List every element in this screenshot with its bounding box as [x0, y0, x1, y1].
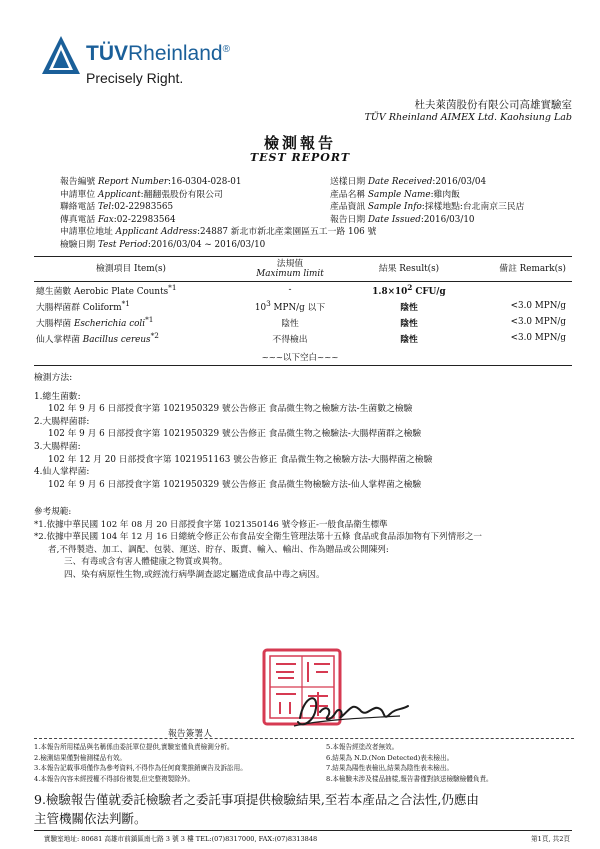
table-row: 大腸桿菌群 Coliform$^{*1}$ $10^3$ MPN/g 以下 陰性 <3.0 MPN/g	[36, 299, 566, 313]
note-9: 9.檢驗報告僅就委託檢驗者之委託事項提供檢驗結果,至若本產品之合法性,仍應由 主管機關依法判斷。	[34, 792, 479, 826]
info-date-issued: 報告日期 Date Issued:2016/03/10	[330, 214, 475, 225]
note-item: 2.檢測結果僅對檢測樣品有效。	[34, 753, 127, 762]
reference-item: *1.依據中華民國 102 年 08 月 20 日部授食字第 1021350146 號令修正-一般食品衛生標準	[34, 519, 388, 530]
reference-item: 三、有毒或含有害人體健康之物質或異物。	[64, 557, 228, 568]
logo-tagline: Precisely Right.	[86, 70, 184, 86]
info-sample-name: 產品名稱 Sample Name:雞肉飯	[330, 189, 460, 200]
note-item: 5.本報告經塗改者無效。	[326, 743, 399, 751]
table-row: 總生菌數 Aerobic Plate Counts$^{*1}$ - $1.8\times 10^2$ CFU/g	[36, 283, 446, 297]
reference-item: 四、染有病原性生物,或經流行病學調查認定屬造成食品中毒之病因。	[64, 569, 325, 580]
method-name: 4.仙人掌桿菌:	[34, 467, 90, 478]
references-title: 參考規範:	[34, 507, 72, 517]
method-name: 3.大腸桿菌:	[34, 441, 81, 452]
note-item: 3.本報告記載事項僅作為參考資料,不得作為任何商業推銷廣告及訴訟用。	[34, 764, 247, 772]
results-table	[34, 256, 572, 346]
notes-right	[326, 742, 493, 784]
note-item: 8.本檢驗未涉及樣品抽樣,報告書僅對該送檢驗檢體負責。	[326, 774, 493, 783]
method-name: 2.大腸桿菌群:	[34, 416, 90, 427]
references-section	[34, 506, 482, 582]
divider	[34, 738, 574, 739]
info-left	[60, 176, 242, 226]
col-item: 檢測項目 Item(s)	[34, 257, 228, 282]
note-item: 6.結果為 N.D.(Non Detected)表未檢出。	[326, 753, 454, 762]
info-report-number: 報告編號 Report Number:16-0304-028-01	[60, 177, 242, 187]
note-item: 1.本報告所用樣品與名稱係由委託單位提供,實驗室僅負責檢測分析。	[34, 743, 234, 751]
method-name: 1.總生菌數:	[34, 391, 81, 402]
method-desc: 102 年 12 月 20 日部授食字第 1021951163 號公告修正 食品微生物之檢驗方法-大腸桿菌之檢驗	[48, 454, 433, 465]
report-title-zh: 檢測報告	[263, 134, 336, 152]
report-title-en: TEST REPORT	[249, 151, 351, 164]
info-right	[330, 176, 524, 226]
col-limit: 法規值 Maximum limit	[228, 257, 352, 282]
col-remark: 備註 Remark(s)	[466, 257, 572, 282]
note-item: 7.結果為陽性表檢出,結果為陰性表未檢出。	[326, 764, 454, 772]
methods-title: 檢測方法:	[34, 373, 73, 383]
notes-left	[34, 742, 247, 784]
logo-brand: TÜVRheinland®	[86, 42, 230, 65]
info-date-received: 送樣日期 Date Received:2016/03/04	[330, 177, 487, 187]
methods-section	[34, 372, 432, 491]
info-applicant: 申請單位 Applicant:翻翻張股份有限公司	[60, 189, 223, 200]
method-desc: 102 年 9 月 6 日部授食字第 1021950329 號公告修正 食品微生物檢驗方法-仙人掌桿菌之檢驗	[48, 479, 422, 490]
end-of-results-marker: ~~~以下空白~~~	[261, 353, 339, 363]
signer-label: 報告簽署人	[168, 729, 212, 739]
info-sample-info: 產品資訊 Sample Info:採樣地點:台北南京三民店	[330, 202, 525, 212]
reference-item: 者,不得製造、加工、調配、包裝、運送、貯存、販賣、輸入、輸出、作為贈品或公開陳列:	[48, 544, 389, 555]
tuv-logo-icon	[40, 34, 82, 76]
lab-name-zh: 杜夫萊茵股份有限公司高雄實驗室	[414, 99, 572, 111]
footer-address: 實驗室地址: 80681 高雄市前鎮區南七路 3 號 3 樓 TEL:(07)8317000, FAX:(07)8313848	[44, 835, 318, 843]
info-test-period: 檢驗日期 Test Period:2016/03/04 ~ 2016/03/10	[60, 240, 266, 250]
signature-icon	[290, 688, 420, 732]
info-address: 申請單位地址 Applicant Address:24887 新北市新北產業園區五工一路 106 號	[60, 227, 377, 237]
col-result: 結果 Result(s)	[352, 257, 466, 282]
page-number: 第1頁, 共2頁	[531, 835, 570, 843]
method-desc: 102 年 9 月 6 日部授食字第 1021950329 號公告修正 食品微生物之檢驗方法-生菌數之檢驗	[48, 404, 413, 415]
results-header-row	[34, 257, 572, 282]
reference-item: *2.依據中華民國 104 年 12 月 16 日總統令修正公布食品安全衛生管理法第十五條 食品或食品添加物有下列情形之一	[34, 532, 483, 543]
info-tel: 聯絡電話 Tel:02-22983565	[60, 202, 174, 212]
lab-name-en: TÜV Rheinland AIMEX Ltd. Kaohsiung Lab	[364, 112, 572, 123]
note-item: 4.本報告內容未經授權不得部份複製,但完整複製除外。	[34, 774, 195, 783]
info-fax: 傳真電話 Fax:02-22983564	[60, 214, 176, 225]
divider	[34, 365, 572, 366]
table-row: 仙人掌桿菌 Bacillus cereus$^{*2}$ 不得檢出 陰性 <3.0 MPN/g	[36, 331, 566, 345]
table-row: 大腸桿菌 Escherichia coli$^{*1}$ 陰性 陰性 <3.0 MPN/g	[36, 315, 566, 329]
footer-divider	[34, 830, 572, 831]
method-desc: 102 年 9 月 6 日部授食字第 1021950329 號公告修正 食品微生物之檢驗法-大腸桿菌群之檢驗	[48, 429, 422, 440]
